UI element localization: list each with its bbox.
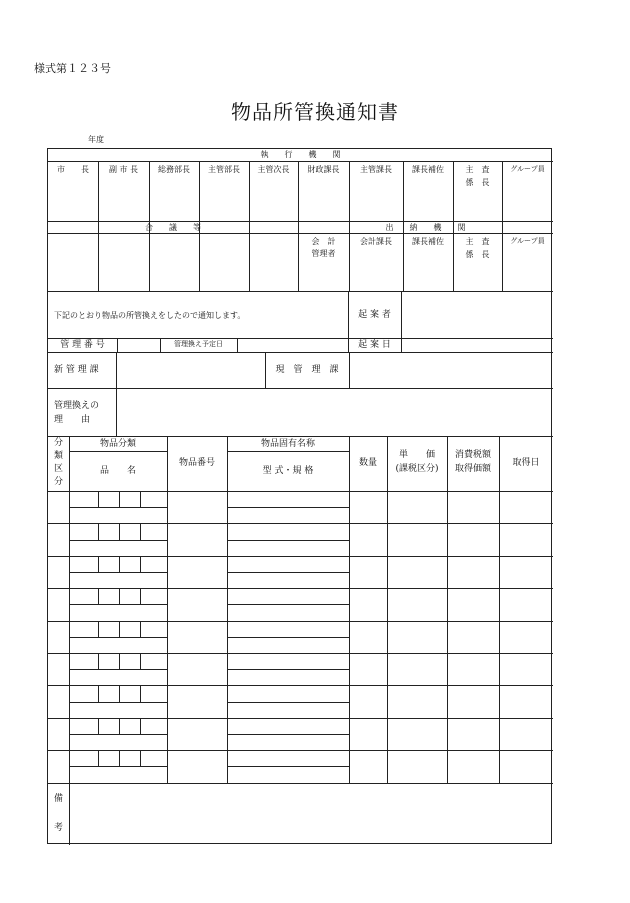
transfer-date-label: 管理換え予定日 (174, 340, 223, 348)
treasury-header: 出 納 機 関 (385, 223, 466, 232)
role-general-affairs-director: 総務部長 (158, 165, 190, 174)
role-chief-inspector: 主 査 (465, 165, 490, 174)
item-name-header: 品 名 (99, 466, 136, 476)
transfer-notice-form (47, 148, 552, 844)
category-char-1: 分 (53, 438, 63, 448)
acquisition-date-header: 取得日 (512, 458, 540, 468)
notice-text: 下記のとおり物品の所管換えをしたので通知します。 (54, 311, 246, 320)
new-dept-label: 新 管 理 課 (54, 365, 99, 375)
role-assistant-chief: 課長補佐 (412, 165, 444, 174)
role-deputy-director: 主管次長 (257, 165, 290, 174)
current-dept-label: 現 管 理 課 (275, 365, 339, 375)
treasury-chief-inspector: 主 査 (465, 237, 490, 246)
executive-header: 執 行 機 関 (260, 150, 341, 159)
role-accounting-chief: 会計課長 (360, 237, 392, 246)
reason-label-2: 理 由 (54, 415, 91, 425)
role-section-chief: 主管課長 (360, 165, 392, 174)
year-label: 年度 (88, 135, 104, 144)
role-finance-chief: 財政課長 (307, 165, 340, 174)
reason-label-1: 管理換えの (54, 401, 100, 411)
management-number-label: 管 理 番 号 (60, 340, 105, 350)
remarks-label-2: 考 (53, 823, 63, 833)
model-spec-header: 型 式・規 格 (262, 466, 314, 476)
role-department-director: 主管部長 (208, 165, 240, 174)
role-subsection-chief: 係 長 (465, 178, 490, 187)
tax-category-header: (課税区分) (395, 464, 439, 474)
category-char-2: 類 (53, 451, 63, 461)
item-number-header: 物品番号 (178, 458, 215, 468)
accounting-manager-1: 会 計 (311, 237, 336, 246)
unique-name-header: 物品固有名称 (260, 439, 315, 449)
page-title: 物品所管換通知書 (231, 100, 399, 124)
role-treasury-assistant-chief: 課長補佐 (412, 237, 444, 246)
treasury-group-member: グループ員 (510, 237, 545, 245)
treasury-subsection-chief: 係 長 (465, 250, 490, 259)
role-deputy-mayor: 副 市 長 (108, 165, 139, 174)
remarks-label-1: 備 (53, 794, 63, 804)
role-group-member: グループ員 (510, 165, 545, 173)
council-header: 合 議 等 (145, 223, 201, 232)
category-char-4: 分 (53, 477, 63, 487)
role-mayor: 市 長 (57, 165, 89, 174)
drafter-label: 起 案 者 (358, 310, 391, 320)
item-class-header: 物品分類 (99, 439, 136, 449)
quantity-header: 数量 (358, 458, 377, 468)
draft-date-label: 起 案 日 (358, 340, 391, 350)
unit-price-header: 単 価 (398, 450, 435, 460)
acquisition-value-header: 取得価額 (454, 464, 491, 474)
form-number: 様式第１２３号 (34, 62, 111, 75)
category-char-3: 区 (53, 464, 63, 474)
consumption-tax-header: 消費税額 (454, 450, 491, 460)
accounting-manager-2: 管理者 (311, 249, 336, 258)
